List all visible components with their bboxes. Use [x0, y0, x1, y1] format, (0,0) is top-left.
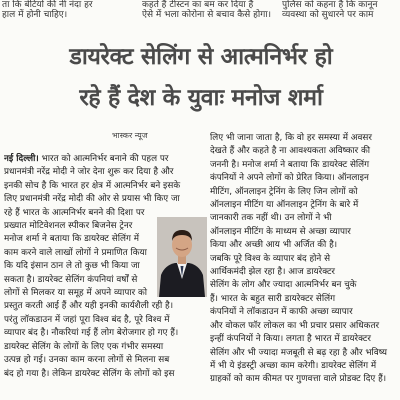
strip-col-1: [2, 0, 132, 20]
strip-line: ऐसे में भला कोरोना से बचाव कैसे होगा।: [142, 10, 271, 20]
body-line: बंद हो गया है। लेकिन डायरेक्ट सेलिंग के लोगों को इस: [4, 368, 175, 379]
previous-article-strip: [0, 0, 400, 20]
body-line: इनकी सोच है कि भारत हर क्षेत्र में आत्मनिर्भर बने इसके: [4, 180, 181, 191]
body-line: कंपनियों ने अपने लोगों को प्रेरित किया। ऑनलाइन: [210, 173, 369, 184]
strip-line: व्यवस्था को सुधारने पर काम: [282, 10, 374, 20]
body-line: रहे हैं भारत के आत्मनिर्भर बनने की दिशा पर: [4, 207, 145, 218]
body-line: देखते हैं और कहते है ना आवश्यकता अविष्कार की: [210, 146, 371, 157]
body-line: ग्राहकों को काम कीमत पर गुणवत्ता वाले प्रोडक्ट दिए हैं।: [210, 374, 387, 385]
body-line: जानकारी तक नहीं थी। उन लोगों ने भी: [210, 213, 332, 224]
first-line: नई दिल्ली। भारत को आत्मनिर्भर बनाने की पहल पर: [4, 154, 169, 164]
headline-line-1: डायरेक्ट सेलिंग से आत्मनिर्भर हो: [69, 44, 333, 70]
body-line: सेलिंग और भी ज्यादा मजबूती से बढ़ रहा है और भविष्य: [210, 347, 387, 358]
body-line: काम करने वाले लाखों लोगों ने प्रमाणित किया: [4, 247, 147, 258]
strip-col-3: [282, 0, 400, 20]
byline: भास्कर न्यूज: [112, 131, 148, 140]
body-line: कि यदि इंसान ठान ले तो कुछ भी किया जा: [4, 261, 140, 272]
body-line: आर्थिकमंदी झेल रहा है। आज डायरेक्टर: [210, 267, 336, 278]
body-line: इन्हीं कंपनियों ने किया। लगता है भारत में डायरेक्टर: [210, 334, 371, 345]
body-line: जबकि पूरे विश्व के व्यापार बंद होने से: [210, 253, 331, 264]
body-line: सेलिंग के लोग और ज्यादा आत्मनिर्भर बन चुके: [210, 280, 357, 291]
body-line: हैं। भारत के बहुत सारी डायरेक्टर सेलिंग: [210, 293, 336, 304]
body-line: मीटिंग, ऑनलाइन ट्रेनिंग के लिए जिन लोगों को: [210, 186, 358, 197]
body-line: प्रस्तुत करती आई हैं और यही इनकी कार्यशैली रही है।: [4, 301, 174, 312]
body-line: सकता है। डायरेक्ट सेलिंग कंपनियां वर्षों से: [4, 274, 138, 285]
body-line: लोगों से मिलकर या समूह में अपने व्यापार को: [4, 288, 148, 299]
strip-line: ता कि बेटियों की नी नंदा हर: [2, 0, 93, 10]
headline-line-2: रहे हैं देश के युवाः मनोज शर्मा: [79, 85, 323, 111]
body-line: मनोज शर्मा ने बताया कि डायरेक्ट सेलिंग में: [4, 234, 139, 245]
article-headline: [6, 37, 396, 119]
body-line: ऑनलाइन मीटिंग के माध्यम से अच्छा व्यापार: [210, 226, 351, 237]
body-line: जननी है। मनोज शर्मा ने बताया कि डायरेक्ट सेलिंग: [210, 159, 370, 170]
body-line: किया और अच्छी आय भी अर्जित की है।: [210, 240, 338, 251]
portrait-image: [157, 217, 207, 297]
strip-line: पुलिस को कहना है कि कानून: [282, 0, 378, 10]
body-line: परंतु लॉकडाउन में जहां पूरा विश्व बंद है, पूरे विश्व में: [4, 314, 170, 325]
portrait-photo: [157, 217, 207, 297]
body-line: लिए भी जाना जाता है, कि वो हर समस्या में अवसर: [210, 133, 372, 143]
strip-line: हाल में होनी चाहिए।: [2, 10, 68, 20]
body-line: उत्पन्न हो गई। उनका काम करना लोगों से मिलना सब: [4, 355, 170, 366]
body-line: लिए प्रधानमंत्री नरेंद्र मोदी की ओर से प्रयास भी किए जा: [4, 194, 180, 205]
body-line: में भी ये इंडस्ट्री अच्छा काम करेगी। डायरेक्ट सेलिंग में: [210, 360, 377, 371]
strip-col-2: [142, 0, 272, 20]
body-line: व्यापार बंद है। नौकरियां गई हैं लोग बेरोजगार हो गए हैं।: [4, 328, 179, 339]
strip-line: कहते हैं टीस्टन का बम कर दिया है: [142, 0, 254, 10]
article-column-right: [210, 132, 398, 387]
body-line: प्रधानमंत्री नरेंद्र मोदी ने जोर देना शुरू कर दिया है और: [4, 167, 174, 178]
body-line: कंपनियों ने लॉकडाउन में काफी अच्छा व्यापार: [210, 307, 353, 318]
body-line: प्रख्यात मोटिवेशनल स्पीकर बिजनेस ट्रेनर: [4, 221, 133, 232]
dateline-city: नई दिल्ली।: [4, 154, 39, 164]
body-line: और वोकल फॉर लोकल का भी प्रचार प्रसार अधिकतर: [210, 320, 380, 331]
body-line: ऑनलाइन मीटिंग या ऑनलाइन ट्रेनिंग के बारे में: [210, 200, 359, 211]
body-line: डायरेक्ट सेलिंग के लोगों के लिए एक गंभीर समस्या: [4, 341, 164, 352]
